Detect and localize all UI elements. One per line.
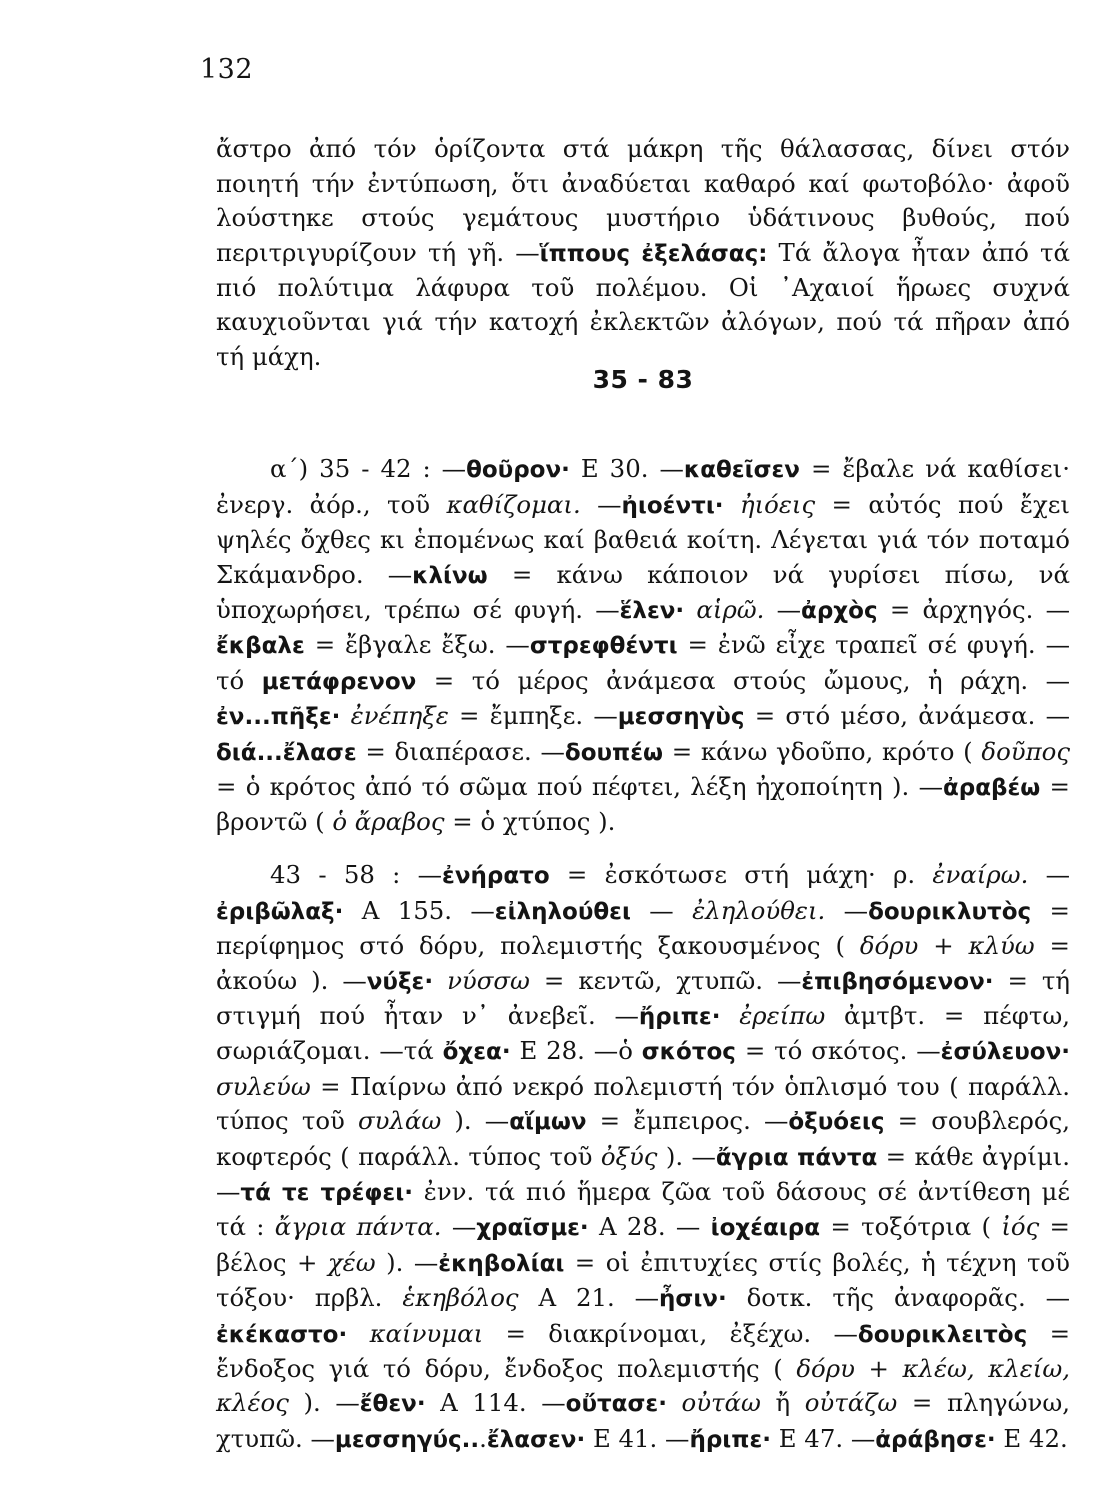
gloss-text: Α 155. — bbox=[343, 895, 495, 925]
gloss-text bbox=[340, 701, 350, 730]
gloss-text: = ἀκούω ). — bbox=[216, 931, 1070, 995]
commentary-paragraph-43-58 bbox=[216, 858, 1070, 1457]
gloss-term: ἤριπε· bbox=[689, 1426, 771, 1453]
gloss-text: = ὁ χτύπος ). bbox=[444, 807, 616, 837]
gloss-term: ἵππους ἐξελάσας: bbox=[539, 240, 768, 267]
gloss-italic: δόρυ bbox=[859, 931, 919, 961]
intro-text-continued: Τά ἄλογα ἦταν ἀπό τά πιό πολύτιμα λάφυρα τοῦ πολέμου. Οἱ ᾿Αχαιοί ἥρωες συχνά καυχιοῦνται γιά τήν κατοχή ἐκλεκτῶν ἀλόγων, πού τά πῆραν ἀπό τή μάχη. bbox=[216, 237, 1070, 371]
gloss-text: = πληγώνω, χτυπῶ. — bbox=[216, 1388, 1070, 1453]
gloss-term: χραῖσμε· bbox=[476, 1215, 589, 1242]
gloss-text: ). — bbox=[288, 1388, 360, 1418]
gloss-term: ἐπιβησόμενον· bbox=[801, 968, 994, 995]
gloss-italic: ἑκηβόλος bbox=[402, 1283, 519, 1313]
gloss-italic: δοῦπος bbox=[981, 736, 1070, 766]
gloss-text: = στό μέσο, ἀνάμεσα. — bbox=[744, 701, 1070, 731]
gloss-term: μετάφρενον bbox=[261, 668, 417, 695]
gloss-text: = Παίρνω ἀπό νεκρό πολεμιστή τόν ὁπλισμό του ( παράλλ. τύπος τοῦ bbox=[216, 1071, 1070, 1136]
gloss-italic: καθίζομαι. bbox=[446, 489, 581, 519]
gloss-term: δουρικλυτὸς bbox=[868, 898, 1032, 925]
page-number: 132 bbox=[200, 54, 254, 85]
gloss-term: δουπέω bbox=[564, 739, 664, 766]
gloss-term: ἰοχέαιρα bbox=[710, 1215, 821, 1242]
gloss-italic: ἠιόεις bbox=[739, 489, 816, 519]
gloss-text: Ε 47. — bbox=[771, 1423, 876, 1453]
gloss-text: = διαπέρασε. — bbox=[356, 736, 565, 766]
gloss-text: — bbox=[580, 489, 622, 519]
gloss-term: ἐκηβολίαι bbox=[438, 1250, 565, 1277]
gloss-term: ἤριπε· bbox=[638, 1004, 721, 1031]
gloss-term: μεσσηγὺς bbox=[617, 704, 745, 731]
gloss-term: ἀράβησε· bbox=[875, 1426, 996, 1453]
gloss-term: κλίνω bbox=[412, 562, 488, 589]
gloss-term: ἐκέκαστο· bbox=[216, 1321, 348, 1348]
gloss-text: ἤ bbox=[760, 1388, 805, 1418]
gloss-text bbox=[667, 1388, 682, 1417]
gloss-term: ἕλεν· bbox=[619, 598, 685, 625]
gloss-term: ἐνήρατο bbox=[442, 863, 550, 890]
gloss-text: Ε 28. —ὁ bbox=[510, 1036, 642, 1066]
gloss-term: ἔλασεν· bbox=[486, 1426, 586, 1453]
gloss-text: — bbox=[441, 1212, 477, 1242]
gloss-term: τά τε τρέφει· bbox=[240, 1180, 413, 1207]
gloss-term: νύξε· bbox=[366, 968, 434, 995]
gloss-text: = ἐνῶ εἶχε τραπεῖ σέ φυγή. —τό bbox=[216, 630, 1070, 695]
verse-range: 43 - 58 : — bbox=[270, 860, 443, 890]
gloss-text: = κάθε ἀγρίμι. — bbox=[216, 1141, 1070, 1207]
gloss-text: = περίφημος στό δόρυ, πολεμιστής ξακουσμένος ( bbox=[216, 895, 1070, 961]
gloss-term: ἐριβῶλαξ· bbox=[216, 898, 344, 925]
gloss-text: = τό σκότος. — bbox=[735, 1036, 941, 1066]
gloss-italic: χέω bbox=[327, 1247, 376, 1277]
gloss-term: ἐν...πῆξε· bbox=[216, 704, 341, 731]
gloss-italic: νύσσω bbox=[447, 965, 530, 995]
section-heading: 35 - 83 bbox=[592, 365, 694, 394]
gloss-text: Ε 41. — bbox=[585, 1423, 690, 1453]
gloss-italic: ἰός bbox=[1001, 1212, 1040, 1242]
gloss-term: οὔτασε· bbox=[565, 1391, 667, 1418]
gloss-italic: συλάω bbox=[357, 1106, 442, 1136]
gloss-italic: δόρυ + κλέω, κλείω, κλέος bbox=[216, 1354, 1070, 1418]
gloss-term: ἄγρια πάντα bbox=[715, 1144, 878, 1171]
gloss-italic: ἐρείπω bbox=[739, 1001, 826, 1031]
gloss-term: σκότος bbox=[641, 1039, 736, 1066]
gloss-text: ). — bbox=[375, 1247, 439, 1277]
gloss-text: = ἔβγαλε ἔξω. — bbox=[304, 630, 530, 660]
gloss-italic: οὐτάζω bbox=[804, 1388, 898, 1418]
gloss-term: εἰληλούθει bbox=[494, 898, 631, 925]
gloss-term: ἀραβέω bbox=[942, 775, 1041, 802]
gloss-text: = σουβλερός, κοφτερός ( παράλλ. τύπος τοῦ bbox=[216, 1106, 1070, 1171]
gloss-text: = ἐσκότωσε στή μάχη· ρ. bbox=[549, 860, 933, 890]
gloss-term: ἔκβαλε bbox=[216, 633, 305, 660]
gloss-text: — bbox=[764, 595, 802, 625]
gloss-text: . bbox=[479, 1423, 487, 1453]
gloss-text: = κάνω κάποιον νά γυρίσει πίσω, νά ὑποχωρήσει, τρέπω σέ φυγή. — bbox=[216, 559, 1071, 625]
gloss-italic: ἄγρια πάντα. bbox=[274, 1212, 442, 1242]
gloss-italic: ἐναίρω. bbox=[932, 860, 1029, 890]
gloss-term: δουρικλειτὸς bbox=[857, 1321, 1028, 1348]
gloss-term: αἵμων bbox=[509, 1109, 587, 1136]
gloss-text: = διακρίνομαι, ἐξέχω. — bbox=[483, 1318, 858, 1348]
gloss-text: = κεντῶ, χτυπῶ. — bbox=[529, 965, 802, 995]
gloss-text bbox=[347, 1319, 369, 1348]
gloss-text: = ἔμπηξε. — bbox=[448, 701, 618, 731]
gloss-italic: ὁ ἄραβος bbox=[332, 807, 445, 837]
gloss-text: = βέλος + bbox=[216, 1212, 1070, 1277]
gloss-italic: καίνυμαι bbox=[369, 1318, 484, 1348]
gloss-text: = αὐτός πού ἔχει ψηλές ὄχθες κι ἑπομένως καί βαθειά κοίτη. Λέγεται γιά τόν ποταμό Σκάμανδρο. — bbox=[216, 489, 1070, 589]
commentary-paragraph-35-42 bbox=[216, 452, 1070, 839]
gloss-term: ὄχεα· bbox=[442, 1039, 511, 1066]
gloss-text: δοτκ. τῆς ἀναφορᾶς. — bbox=[726, 1283, 1070, 1313]
gloss-text: Ε 42. bbox=[995, 1423, 1068, 1453]
gloss-text: = οἱ ἐπιτυχίες στίς βολές, ἡ τέχνη τοῦ τόξου· πρβλ. bbox=[216, 1247, 1070, 1313]
gloss-term: ἀρχὸς bbox=[801, 598, 878, 625]
gloss-text: = τή στιγμή πού ἦταν ν᾽ ἀνεβεῖ. — bbox=[216, 965, 1070, 1031]
verse-range: α΄) 35 - 42 : — bbox=[270, 454, 467, 484]
gloss-text: — bbox=[1028, 860, 1070, 890]
gloss-italic: συλεύω bbox=[216, 1071, 311, 1101]
gloss-text: — bbox=[825, 895, 869, 925]
gloss-text: = τό μέρος ἀνάμεσα στούς ὤμους, ἡ ράχη. — bbox=[416, 665, 1070, 695]
gloss-text: = ἔνδοξος γιά τό δόρυ, ἔνδοξος πολεμιστής ( bbox=[216, 1318, 1070, 1384]
gloss-text: = ὁ κρότος ἀπό τό σῶμα πού πέφτει, λέξη ἠχοποίητη ). — bbox=[216, 772, 943, 802]
gloss-text: Α 114. — bbox=[425, 1388, 566, 1418]
gloss-text: = βροντῶ ( bbox=[216, 772, 1070, 837]
gloss-text: = ἀρχηγός. — bbox=[877, 595, 1070, 625]
gloss-term: ἦσιν· bbox=[659, 1286, 727, 1313]
gloss-term: μεσσηγύς.. bbox=[334, 1426, 480, 1453]
gloss-text: = κάνω γδοῦπο, κρότο ( bbox=[663, 736, 982, 766]
gloss-text bbox=[684, 595, 696, 624]
gloss-text: = ἔβαλε νά καθίσει· ἐνεργ. ἀόρ., τοῦ bbox=[216, 454, 1070, 519]
gloss-text: Α 21. — bbox=[518, 1283, 660, 1313]
gloss-text bbox=[724, 490, 740, 519]
gloss-term: θοῦρον· bbox=[466, 457, 570, 484]
gloss-term: ἠιοέντι· bbox=[621, 492, 724, 519]
gloss-text: = ἔμπειρος. — bbox=[586, 1106, 789, 1136]
gloss-text: ). — bbox=[657, 1141, 716, 1171]
gloss-text: Α 28. — bbox=[588, 1212, 711, 1242]
gloss-term: ἐσύλευον· bbox=[940, 1039, 1070, 1066]
intro-text: ἄστρο ἀπό τόν ὁρίζοντα στά μάκρη τῆς θάλασσας, δίνει στόν ποιητή τήν ἐντύπωση, ὅτι ἀναδύεται καθαρό καί φωτοβόλο· ἀφοῦ λούστηκε στούς γεμάτους μυστήριο ὑδάτινους βυθούς, πού περιτριγυρίζουν τή γῆ. — bbox=[216, 134, 1070, 267]
intro-paragraph bbox=[216, 132, 1070, 374]
gloss-text bbox=[720, 1001, 739, 1030]
gloss-term: διά...ἔλασε bbox=[216, 739, 357, 766]
gloss-text: Ε 30. — bbox=[569, 454, 684, 484]
gloss-term: στρεφθέντι bbox=[529, 633, 678, 660]
gloss-term: ὀξυόεις bbox=[788, 1109, 885, 1136]
gloss-text bbox=[433, 966, 447, 995]
gloss-term: ἔθεν· bbox=[359, 1391, 426, 1418]
gloss-text: — bbox=[630, 895, 693, 925]
gloss-text: ). — bbox=[441, 1106, 510, 1136]
gloss-italic: ἐληλούθει. bbox=[692, 895, 826, 925]
gloss-term: καθεῖσεν bbox=[683, 457, 800, 484]
gloss-text: = τοξότρια ( bbox=[820, 1212, 1002, 1242]
gloss-italic: οὐτάω bbox=[681, 1388, 761, 1418]
gloss-italic: ἐνέπηξε bbox=[350, 701, 449, 731]
gloss-text: ἐνν. τά πιό ἥμερα ζῶα τοῦ δάσους σέ ἀντίθεση μέ τά : bbox=[216, 1177, 1071, 1242]
gloss-text: ἀμτβτ. = πέφτω, σωριάζομαι. —τά bbox=[216, 1001, 1070, 1066]
gloss-italic: κλύω bbox=[968, 931, 1035, 961]
gloss-italic: ὀξύς bbox=[600, 1141, 658, 1171]
gloss-text: + bbox=[918, 931, 969, 961]
gloss-italic: αἱρῶ. bbox=[696, 595, 765, 625]
